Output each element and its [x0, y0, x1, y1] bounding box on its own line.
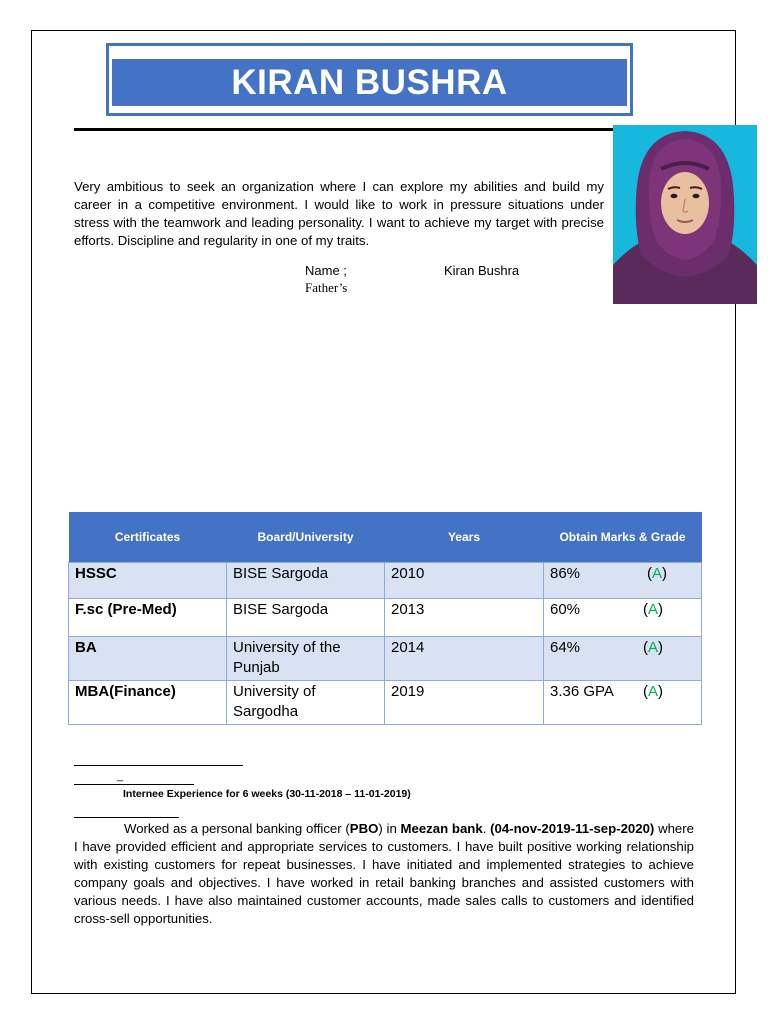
experience-text: .: [482, 821, 491, 836]
experience-text: where I have provided efficient and appropriate services to customers. I have built positive working relationship with existing customers for repeat businesses. I have initiated and implemented strategies to achieve company goals and objectives. I have worked in retail banking branches and assisted customers with various needs. I have also maintained customer accounts, made sales calls to customers and identified cross-sell opportunities.: [74, 821, 694, 926]
grade: (A): [643, 639, 664, 656]
board-cell: University of the Punjab: [227, 637, 385, 681]
marks-cell: [544, 599, 702, 637]
header-certificates: Certificates: [69, 512, 227, 563]
header-years: Years: [385, 512, 544, 563]
grade-letter: A: [648, 639, 659, 656]
year-cell: 2010: [385, 563, 544, 599]
board-cell: BISE Sargoda: [227, 563, 385, 599]
table-row: [69, 637, 702, 681]
experience-emphasis: (04-nov-2019-11-sep-2020): [490, 821, 655, 836]
marks-value: 3.36 GPA: [550, 683, 614, 700]
experience-emphasis: Meezan bank: [400, 821, 483, 836]
header-marks-grade: Obtain Marks & Grade: [544, 512, 702, 563]
name-banner: [106, 43, 633, 116]
board-cell: University of Sargodha: [227, 681, 385, 725]
footnote-rule: [74, 765, 243, 766]
marks-value: 64%: [550, 639, 581, 656]
table-row: [69, 563, 702, 599]
name-label: Name ;: [305, 263, 347, 278]
header-board: Board/University: [227, 512, 385, 563]
certificate-cell: BA: [69, 637, 227, 681]
profile-photo: [613, 125, 757, 304]
marks-cell: [544, 637, 702, 681]
footnote-rule: [74, 784, 194, 785]
objective-text: Very ambitious to seek an organization where I can explore my abilities and build my career in a competitive environment. I would like to work in pressure situations under stress with the teamwork and leading personality. I want to achieve my target with precise efforts. Discipline and regularity in one of my traits.: [74, 179, 604, 248]
footnote-mark: _: [117, 770, 124, 782]
internee-experience: Internee Experience for 6 weeks (30-11-2018 – 11-01-2019): [123, 788, 411, 800]
grade-letter: A: [648, 683, 659, 700]
year-cell: 2013: [385, 599, 544, 637]
marks-cell: [544, 681, 702, 725]
education-table: [68, 512, 702, 725]
table-header-row: [69, 512, 702, 563]
grade: (A): [643, 601, 664, 618]
marks-value: 86%: [550, 565, 581, 582]
marks-cell: [544, 563, 702, 599]
header-rule: [74, 128, 614, 131]
father-label: Father’s: [305, 280, 348, 295]
year-cell: 2019: [385, 681, 544, 725]
candidate-name: KIRAN BUSHRA: [112, 59, 627, 106]
grade-letter: A: [648, 601, 659, 618]
table-row: [69, 599, 702, 637]
experience-paragraph: [74, 820, 694, 928]
certificate-cell: MBA(Finance): [69, 681, 227, 725]
marks-value: 60%: [550, 601, 581, 618]
grade: (A): [643, 683, 664, 700]
certificate-cell: HSSC: [69, 563, 227, 599]
name-value: Kiran Bushra: [444, 263, 520, 278]
year-cell: 2014: [385, 637, 544, 681]
grade-letter: A: [652, 565, 663, 582]
board-cell: BISE Sargoda: [227, 599, 385, 637]
section-rule: [74, 817, 179, 818]
grade: (A): [647, 565, 668, 582]
experience-emphasis: PBO: [349, 821, 379, 836]
table-row: [69, 681, 702, 725]
experience-text: Worked as a personal banking officer (: [124, 821, 350, 836]
experience-text: ) in: [378, 821, 401, 836]
certificate-cell: F.sc (Pre-Med): [69, 599, 227, 637]
